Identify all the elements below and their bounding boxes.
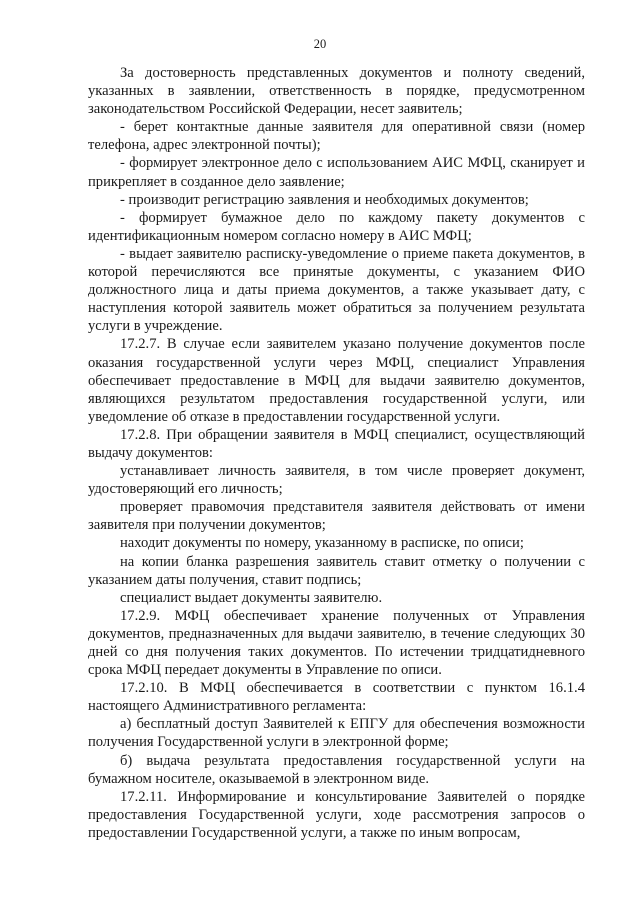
paragraph-17-2-7: 17.2.7. В случае если заявителем указано получение документов после оказания государственной услуги через МФЦ, специалист Управления обеспечивает предоставление в МФЦ для выдачи заявителю документов, являющихся результатом предоставления государственной услуги, или уведомление об отказе в предоставлении государственной услуги. xyxy=(88,336,585,425)
paragraph-item-b: б) выдача результата предоставления государственной услуги на бумажном носителе, оказываемой в электронном виде. xyxy=(88,752,585,787)
paragraph-contact-data: - берет контактные данные заявителя для оперативной связи (номер телефона, адрес электронной почты); xyxy=(88,119,585,154)
document-body xyxy=(88,64,585,842)
paragraph-issue-documents: специалист выдает документы заявителю. xyxy=(120,589,383,606)
paragraph-find-documents: находит документы по номеру, указанному в расписке, по описи; xyxy=(120,535,524,552)
paragraph-17-2-8: 17.2.8. При обращении заявителя в МФЦ специалист, осуществляющий выдачу документов: xyxy=(88,426,585,461)
paragraph-electronic-case: - формирует электронное дело с использованием АИС МФЦ, сканирует и прикрепляет в созданное дело заявление; xyxy=(88,155,585,190)
paragraph-registration: - производит регистрацию заявления и необходимых документов; xyxy=(120,191,529,208)
paragraph-17-2-11: 17.2.11. Информирование и консультирование Заявителей о порядке предоставления Государственной услуги, ходе рассмотрения запросов о предоставлении Государственной услуги, а также по иным вопросам, xyxy=(88,788,585,841)
paragraph-17-2-10: 17.2.10. В МФЦ обеспечивается в соответствии с пунктом 16.1.4 настоящего Административного регламента: xyxy=(88,680,585,715)
paragraph-receipt-mark: на копии бланка разрешения заявитель ставит отметку о получении с указанием даты получения, ставит подпись; xyxy=(88,553,585,588)
paragraph-authority-check: проверяет правомочия представителя заявителя действовать от имени заявителя при получении документов; xyxy=(88,499,585,534)
page-number: 20 xyxy=(313,37,327,51)
paragraph-17-2-9: 17.2.9. МФЦ обеспечивает хранение полученных от Управления документов, предназначенных для выдачи заявителю, в течение следующих 30 дней со дня получения таких документов. По истечении тридцатидневного срока МФЦ передает документы в Управление по описи. xyxy=(88,607,585,679)
paragraph-item-a: а) бесплатный доступ Заявителей к ЕПГУ для обеспечения возможности получения Государственной услуги в электронной форме; xyxy=(88,716,585,751)
paragraph-receipt-notice: - выдает заявителю расписку-уведомление о приеме пакета документов, в которой перечисляются все принятые документы, с указанием ФИО должностного лица и даты приема документов, а также указывает дату, с наступления которой заявитель может обратиться за получением результата услуги в учреждение. xyxy=(88,245,585,335)
paragraph-responsibility: За достоверность представленных документов и полноту сведений, указанных в заявлении, ответственность в порядке, предусмотренном законодательством Российской Федерации, несет заявитель; xyxy=(88,65,585,118)
paragraph-identity-check: устанавливает личность заявителя, в том числе проверяет документ, удостоверяющий его личность; xyxy=(88,463,585,498)
paragraph-paper-case: - формирует бумажное дело по каждому пакету документов с идентификационным номером согласно номеру в АИС МФЦ; xyxy=(88,209,585,244)
